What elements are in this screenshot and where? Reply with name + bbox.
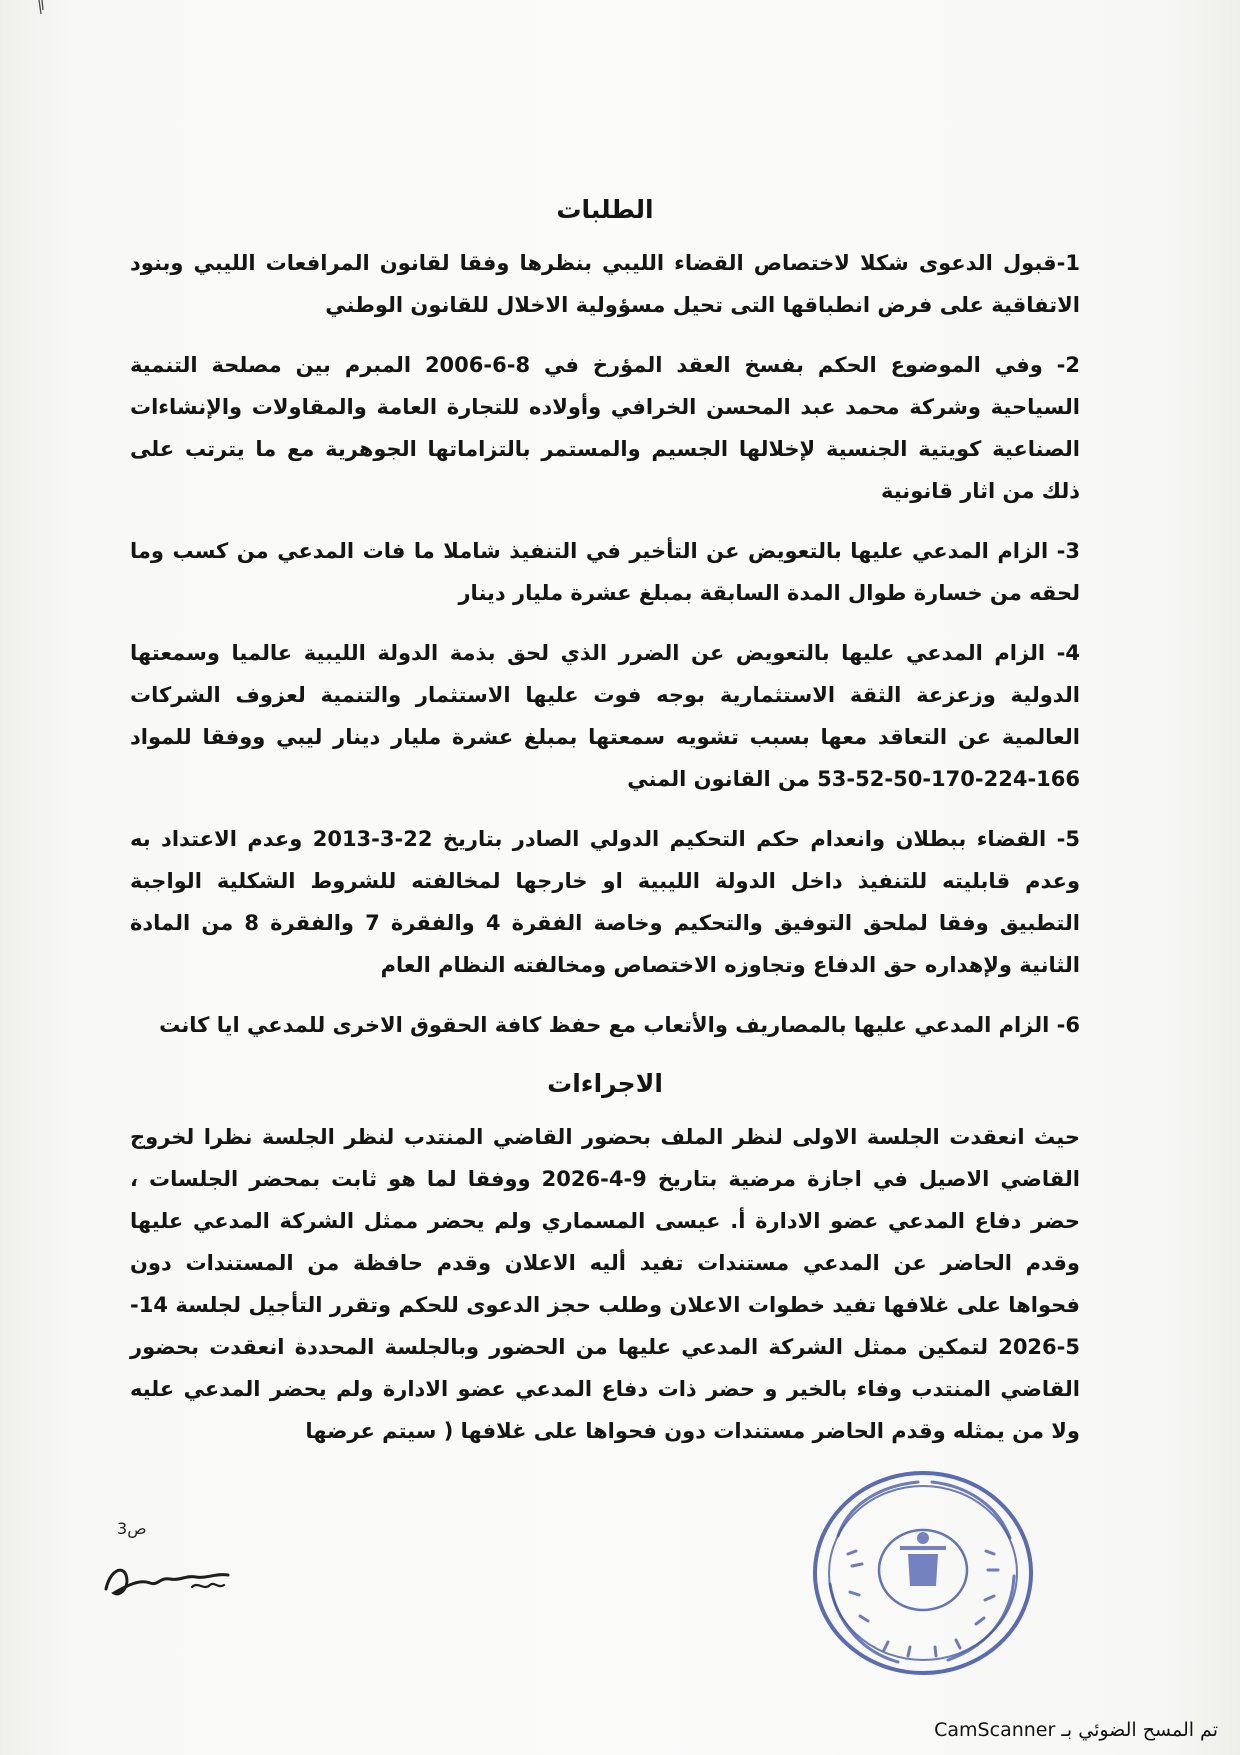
scan-edge-mark bbox=[36, 0, 46, 16]
request-item-2: 2- وفي الموضوع الحكم بفسخ العقد المؤرخ في 8-6-2006 المبرم بين مصلحة التنمية السياحية وشركة محمد عبد المحسن الخرافي وأولاده للتجارة العامة والمقاولات والإنشاءات الصناعية كويتية الجنسية لإخلالها الجسيم والمستمر بالتزاماتها الجوهرية مع ما يترتب على ذلك من اثار قانونية bbox=[130, 353, 1080, 503]
requests-heading: الطلبات bbox=[556, 195, 654, 224]
procedures-paragraph: حيث انعقدت الجلسة الاولى لنظر الملف بحضور القاضي المنتدب لنظر الجلسة نظرا لخروج القاضي الاصيل في اجازة مرضية بتاريخ 9-4-2026 ووفقا لما هو ثابت بمحضر الجلسات ، حضر دفاع المدعي عضو الادارة أ. عيسى المسماري ولم يحضر ممثل الشركة المدعي عليها وقدم الحاضر عن المدعي مستندات تفيد أليه الاعلان وقدم حافظة من المستندات دون فحواها على غلافها تفيد خطوات الاعلان وطلب حجز الدعوى للحكم وتقرر التأجيل لجلسة 14-5-2026 لتمكين ممثل الشركة المدعي عليها من الحضور وبالجلسة المحددة انعقدت بحضور القاضي المنتدب وفاء بالخير و حضر ذات دفاع المدعي عضو الادارة ولم يحضر المدعي عليه ولا من يمثله وقدم الحاضر مستندات دون فحواها على غلافها ( سيتم عرضها bbox=[130, 1125, 1080, 1443]
signature-mark bbox=[100, 1555, 235, 1605]
request-item-5: 5- القضاء ببطلان وانعدام حكم التحكيم الدولي الصادر بتاريخ 22-3-2013 وعدم الاعتداد به وعدم قابليته للتنفيذ داخل الدولة الليبية او خارجها لمخالفته للشروط الشكلية الواجبة التطبيق وفقا لملحق التوفيق والتحكيم وخاصة الفقرة 4 والفقرة 7 والفقرة 8 من المادة الثانية ولإهداره حق الدفاع وتجاوزه الاختصاص ومخالفته النظام العام bbox=[130, 827, 1080, 977]
request-item-6: 6- الزام المدعي عليها بالمصاريف والأتعاب مع حفظ كافة الحقوق الاخرى للمدعي ايا كانت bbox=[159, 1013, 1080, 1037]
request-item-3: 3- الزام المدعي عليها بالتعويض عن التأخير في التنفيذ شاملا ما فات المدعي من كسب وما لحقه من خسارة طوال المدة السابقة بمبلغ عشرة مليار دينار bbox=[130, 539, 1080, 605]
request-item-4: 4- الزام المدعي عليها بالتعويض عن الضرر الذي لحق بذمة الدولة الليبية عالميا وسمعتها الدولية وزعزعة الثقة الاستثمارية بوجه فوت عليها الاستثمار والتنمية لعزوف الشركات العالمية عن التعاقد معها بسبب تشويه سمعتها بمبلغ عشرة مليار دينار ليبي ووفقا للمواد 166-224-170-50-52-53 من القانون المني bbox=[130, 641, 1080, 791]
procedures-heading: الاجراءات bbox=[547, 1069, 663, 1098]
camscanner-watermark: تم المسح الضوئي بـ CamScanner bbox=[934, 1719, 1218, 1741]
official-stamp bbox=[808, 1466, 1038, 1681]
request-item-1: 1-قبول الدعوى شكلا لاختصاص القضاء الليبي بنظرها وفقا لقانون المرافعات الليبي وبنود الاتفاقية على فرض انطباقها التى تحيل مسؤولية الاخلال للقانون الوطني bbox=[130, 251, 1080, 317]
page-number: ص3 bbox=[117, 1519, 147, 1538]
document-body bbox=[130, 190, 1080, 1452]
